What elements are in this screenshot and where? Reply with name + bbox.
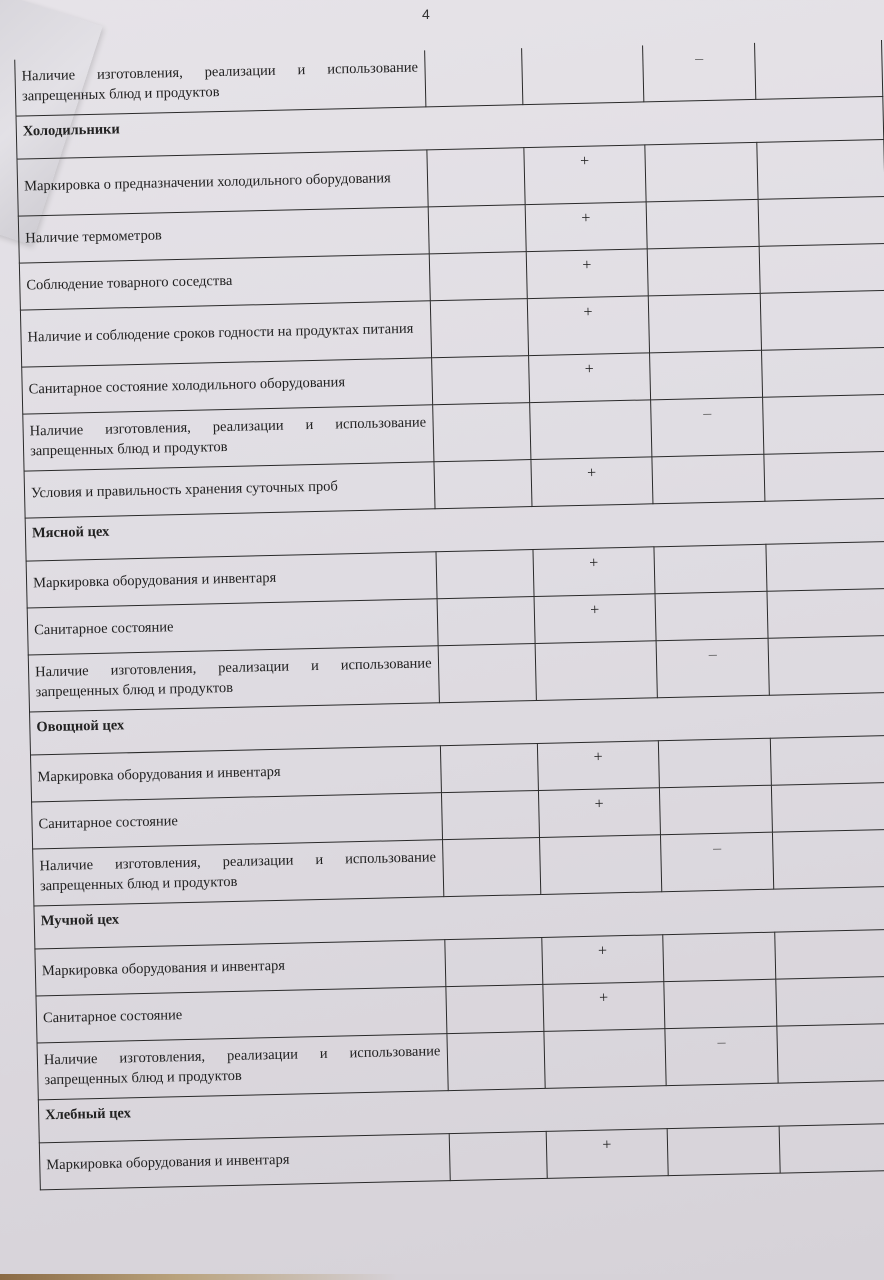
mark-cell-c1[interactable] [444, 937, 542, 986]
mark-cell-c4[interactable] [759, 243, 884, 293]
section-title: Овощной цех [30, 692, 884, 755]
inspection-table-wrapper [14, 40, 884, 1190]
mark-cell-c3[interactable] [649, 293, 762, 353]
mark-cell-c2[interactable]: + [533, 547, 656, 597]
section-title: Мучной цех [34, 886, 884, 949]
criterion-label: Санитарное состояние холодильного оборудования [22, 358, 432, 414]
criterion-label: Наличие изготовления, реализации и использование запрещенных блюд и продуктов [37, 1034, 448, 1100]
mark-cell-c4[interactable] [775, 929, 884, 979]
mark-cell-c4[interactable] [761, 290, 884, 350]
mark-cell-c4[interactable] [757, 139, 884, 199]
mark-cell-c2[interactable] [521, 45, 644, 104]
mark-cell-c1[interactable] [430, 299, 528, 358]
mark-cell-c2[interactable]: + [542, 982, 665, 1032]
criterion-label: Наличие и соблюдение сроков годности на продуктах питания [20, 301, 431, 367]
criterion-label: Наличие изготовления, реализации и использование запрещенных блюд и продуктов [33, 840, 444, 906]
criterion-label: Маркировка о предназначении холодильного оборудования [17, 150, 428, 216]
page-number: 4 [422, 6, 430, 22]
mark-cell-c2[interactable]: + [541, 935, 664, 985]
criterion-label: Маркировка оборудования и инвентаря [35, 940, 445, 996]
mark-cell-c2[interactable]: + [523, 145, 646, 205]
mark-cell-c3[interactable] [650, 350, 763, 400]
mark-cell-c3[interactable] [663, 932, 776, 982]
mark-cell-c2[interactable]: + [546, 1129, 669, 1179]
mark-cell-c3[interactable] [660, 785, 773, 835]
mark-cell-c4[interactable] [758, 196, 884, 246]
mark-cell-c2[interactable]: + [530, 457, 653, 507]
mark-cell-c3[interactable] [664, 979, 777, 1029]
mark-cell-c3[interactable] [654, 544, 767, 594]
mark-cell-c1[interactable] [449, 1131, 547, 1180]
mark-cell-c2[interactable]: + [534, 594, 657, 644]
mark-cell-c3[interactable] [668, 1126, 781, 1176]
mark-cell-c1[interactable] [433, 460, 531, 509]
mark-cell-c3[interactable]: – [665, 1026, 778, 1086]
criterion-label: Санитарное состояние [27, 599, 437, 655]
mark-cell-c1[interactable] [445, 984, 543, 1033]
mark-cell-c1[interactable] [440, 744, 538, 793]
mark-cell-c2[interactable]: + [525, 202, 648, 252]
mark-cell-c3[interactable] [648, 246, 761, 296]
mark-cell-c3[interactable]: – [643, 43, 756, 102]
mark-cell-c3[interactable]: – [661, 832, 774, 892]
criterion-label: Санитарное состояние [32, 793, 442, 849]
mark-cell-c1[interactable] [441, 790, 539, 839]
criterion-label: Наличие термометров [18, 207, 428, 263]
mark-cell-c3[interactable] [655, 591, 768, 641]
mark-cell-c2[interactable]: + [537, 741, 660, 791]
mark-cell-c1[interactable] [442, 837, 540, 896]
inspection-checklist-table [14, 40, 884, 1190]
mark-cell-c2[interactable] [539, 835, 662, 895]
section-title: Холодильники [16, 96, 884, 159]
mark-cell-c4[interactable] [764, 451, 884, 501]
criterion-label: Маркировка оборудования и инвентаря [26, 552, 436, 608]
mark-cell-c4[interactable] [768, 635, 884, 695]
section-title: Хлебный цех [38, 1080, 884, 1143]
mark-cell-c4[interactable] [773, 829, 884, 889]
mark-cell-c4[interactable] [762, 347, 884, 397]
mark-cell-c2[interactable]: + [526, 249, 649, 299]
criterion-label: Маркировка оборудования и инвентаря [31, 746, 441, 802]
mark-cell-c2[interactable]: + [538, 788, 661, 838]
mark-cell-c4[interactable] [766, 541, 884, 591]
criterion-label: Маркировка оборудования и инвентаря [39, 1134, 449, 1190]
mark-cell-c2[interactable] [535, 641, 658, 701]
mark-cell-c4[interactable] [772, 782, 884, 832]
mark-cell-c3[interactable] [646, 199, 759, 249]
mark-cell-c4[interactable] [763, 394, 884, 454]
mark-cell-c1[interactable] [436, 550, 534, 599]
mark-cell-c2[interactable]: + [527, 296, 650, 356]
criterion-label: Условия и правильность хранения суточных проб [24, 462, 434, 518]
criterion-label: Наличие изготовления, реализации и использование запрещенных блюд и продуктов [28, 646, 439, 712]
mark-cell-c2[interactable]: + [528, 353, 651, 403]
criterion-label: Наличие изготовления, реализации и использование запрещенных блюд и продуктов [15, 50, 426, 116]
mark-cell-c4[interactable] [767, 588, 884, 638]
mark-cell-c3[interactable]: – [651, 397, 764, 457]
mark-cell-c1[interactable] [428, 205, 526, 254]
mark-cell-c4[interactable] [755, 40, 883, 99]
mark-cell-c2[interactable] [529, 400, 652, 460]
mark-cell-c4[interactable] [771, 735, 884, 785]
mark-cell-c1[interactable] [432, 403, 530, 462]
mark-cell-c3[interactable] [645, 142, 758, 202]
mark-cell-c3[interactable] [659, 738, 772, 788]
mark-cell-c4[interactable] [779, 1123, 884, 1173]
mark-cell-c1[interactable] [437, 597, 535, 646]
criterion-label: Санитарное состояние [36, 987, 446, 1043]
mark-cell-c4[interactable] [776, 976, 884, 1026]
desk-edge [0, 1274, 884, 1280]
mark-cell-c2[interactable] [543, 1029, 666, 1089]
mark-cell-c1[interactable] [429, 252, 527, 301]
mark-cell-c1[interactable] [438, 644, 536, 703]
mark-cell-c3[interactable] [652, 454, 765, 504]
criterion-label: Наличие изготовления, реализации и использование запрещенных блюд и продуктов [23, 405, 434, 471]
criterion-label: Соблюдение товарного соседства [19, 254, 429, 310]
mark-cell-c1[interactable] [431, 356, 529, 405]
mark-cell-c3[interactable]: – [656, 638, 769, 698]
mark-cell-c1[interactable] [424, 48, 522, 107]
mark-cell-c1[interactable] [426, 148, 524, 207]
mark-cell-c4[interactable] [777, 1023, 884, 1083]
section-title: Мясной цех [25, 498, 884, 561]
mark-cell-c1[interactable] [446, 1031, 544, 1090]
